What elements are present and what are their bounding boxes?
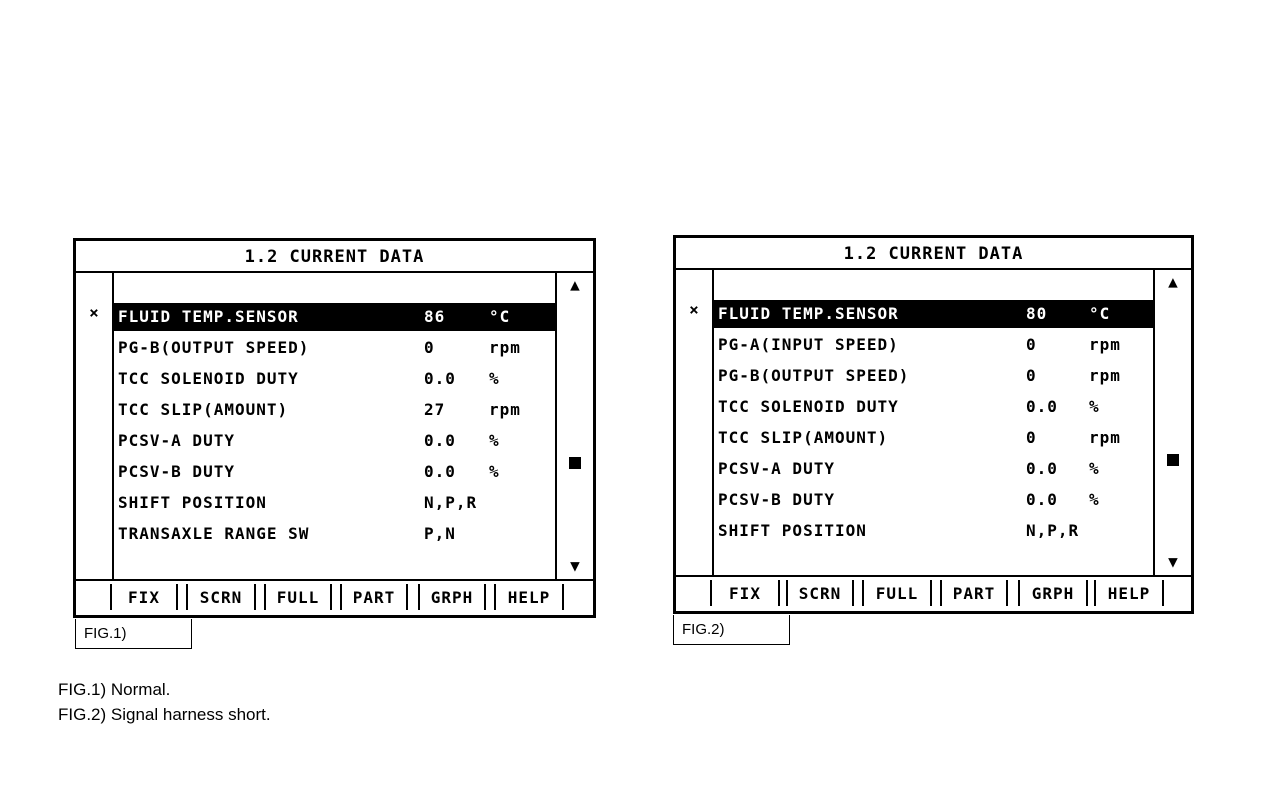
row-value: 0.0: [424, 369, 456, 388]
caption-fig2: FIG.2) Signal harness short.: [58, 705, 271, 724]
scroll-down-icon[interactable]: ▼: [570, 556, 580, 575]
row-unit: rpm: [1089, 428, 1121, 447]
caption-fig1: FIG.1) Normal.: [58, 680, 171, 699]
row-value: 86: [424, 307, 446, 326]
data-row-tcc-slip[interactable]: [114, 396, 555, 424]
screen-title: 1.2 CURRENT DATA: [76, 241, 593, 273]
row-value: 0.0: [424, 431, 456, 450]
data-row-shift-position[interactable]: [714, 517, 1153, 545]
row-name: PG-A(INPUT SPEED): [718, 335, 899, 354]
row-value: 0: [1026, 335, 1037, 354]
full-button[interactable]: FULL: [862, 580, 932, 606]
row-name: PCSV-B DUTY: [718, 490, 835, 509]
part-button[interactable]: PART: [940, 580, 1008, 606]
mark-column: [676, 268, 714, 577]
function-key-bar: [676, 575, 1191, 611]
fig1-scanner-screen: [73, 238, 596, 618]
scrn-button[interactable]: SCRN: [186, 584, 256, 610]
row-value: N,P,R: [424, 493, 478, 512]
row-unit: %: [1089, 490, 1100, 509]
row-value: 0.0: [424, 462, 456, 481]
row-name: SHIFT POSITION: [718, 521, 867, 540]
data-row-fluid-temp[interactable]: [114, 303, 555, 331]
row-value: 0.0: [1026, 459, 1058, 478]
row-name: SHIFT POSITION: [118, 493, 267, 512]
fig1-label: FIG.1): [75, 619, 192, 649]
row-value: P,N: [424, 524, 456, 543]
row-unit: °C: [1089, 304, 1111, 323]
row-unit: %: [489, 431, 500, 450]
row-unit: rpm: [489, 400, 521, 419]
row-unit: rpm: [489, 338, 521, 357]
fig2-label: FIG.2): [673, 615, 790, 645]
row-value: 0.0: [1026, 397, 1058, 416]
selected-mark-icon: ×: [689, 300, 699, 319]
scroll-up-icon[interactable]: ▲: [1168, 272, 1178, 291]
scroll-down-icon[interactable]: ▼: [1168, 552, 1178, 571]
fix-button[interactable]: FIX: [110, 584, 178, 610]
data-list-area: [76, 271, 593, 581]
row-value: 27: [424, 400, 446, 419]
row-unit: %: [489, 369, 500, 388]
scroll-thumb[interactable]: [1167, 454, 1179, 466]
fix-button[interactable]: FIX: [710, 580, 780, 606]
row-name: TCC SOLENOID DUTY: [718, 397, 899, 416]
data-row-pcsv-a[interactable]: [114, 427, 555, 455]
help-button[interactable]: HELP: [1094, 580, 1164, 606]
data-row-pcsv-b[interactable]: [114, 458, 555, 486]
data-row-pg-b[interactable]: [714, 362, 1153, 390]
data-row-tcc-slip[interactable]: [714, 424, 1153, 452]
row-name: TCC SLIP(AMOUNT): [718, 428, 889, 447]
grph-button[interactable]: GRPH: [1018, 580, 1088, 606]
data-list-area: [676, 268, 1191, 577]
function-key-bar: [76, 579, 593, 615]
row-unit: rpm: [1089, 335, 1121, 354]
data-row-tcc-solenoid[interactable]: [714, 393, 1153, 421]
data-row-pcsv-b[interactable]: [714, 486, 1153, 514]
row-value: 80: [1026, 304, 1048, 323]
fig2-scanner-screen: [673, 235, 1194, 614]
row-name: FLUID TEMP.SENSOR: [718, 304, 899, 323]
row-value: 0: [1026, 428, 1037, 447]
row-name: PG-B(OUTPUT SPEED): [118, 338, 310, 357]
row-name: TRANSAXLE RANGE SW: [118, 524, 310, 543]
row-value: 0.0: [1026, 490, 1058, 509]
data-row-tcc-solenoid[interactable]: [114, 365, 555, 393]
part-button[interactable]: PART: [340, 584, 408, 610]
grph-button[interactable]: GRPH: [418, 584, 486, 610]
scrollbar[interactable]: [555, 271, 593, 581]
scrn-button[interactable]: SCRN: [786, 580, 854, 606]
row-value: N,P,R: [1026, 521, 1080, 540]
row-name: TCC SOLENOID DUTY: [118, 369, 299, 388]
row-unit: °C: [489, 307, 511, 326]
row-name: TCC SLIP(AMOUNT): [118, 400, 289, 419]
row-unit: %: [1089, 397, 1100, 416]
scroll-up-icon[interactable]: ▲: [570, 275, 580, 294]
row-unit: %: [489, 462, 500, 481]
row-value: 0: [1026, 366, 1037, 385]
row-name: PCSV-B DUTY: [118, 462, 235, 481]
row-name: PG-B(OUTPUT SPEED): [718, 366, 910, 385]
data-row-pg-b[interactable]: [114, 334, 555, 362]
row-unit: rpm: [1089, 366, 1121, 385]
scroll-thumb[interactable]: [569, 457, 581, 469]
row-name: PCSV-A DUTY: [118, 431, 235, 450]
row-name: FLUID TEMP.SENSOR: [118, 307, 299, 326]
scrollbar[interactable]: [1153, 268, 1191, 577]
data-row-transaxle-range[interactable]: [114, 520, 555, 548]
screen-title: 1.2 CURRENT DATA: [676, 238, 1191, 270]
help-button[interactable]: HELP: [494, 584, 564, 610]
full-button[interactable]: FULL: [264, 584, 332, 610]
data-row-pcsv-a[interactable]: [714, 455, 1153, 483]
data-row-fluid-temp[interactable]: [714, 300, 1153, 328]
data-row-pg-a[interactable]: [714, 331, 1153, 359]
selected-mark-icon: ×: [89, 303, 99, 322]
data-row-shift-position[interactable]: [114, 489, 555, 517]
row-unit: %: [1089, 459, 1100, 478]
mark-column: [76, 271, 114, 581]
row-value: 0: [424, 338, 435, 357]
row-name: PCSV-A DUTY: [718, 459, 835, 478]
